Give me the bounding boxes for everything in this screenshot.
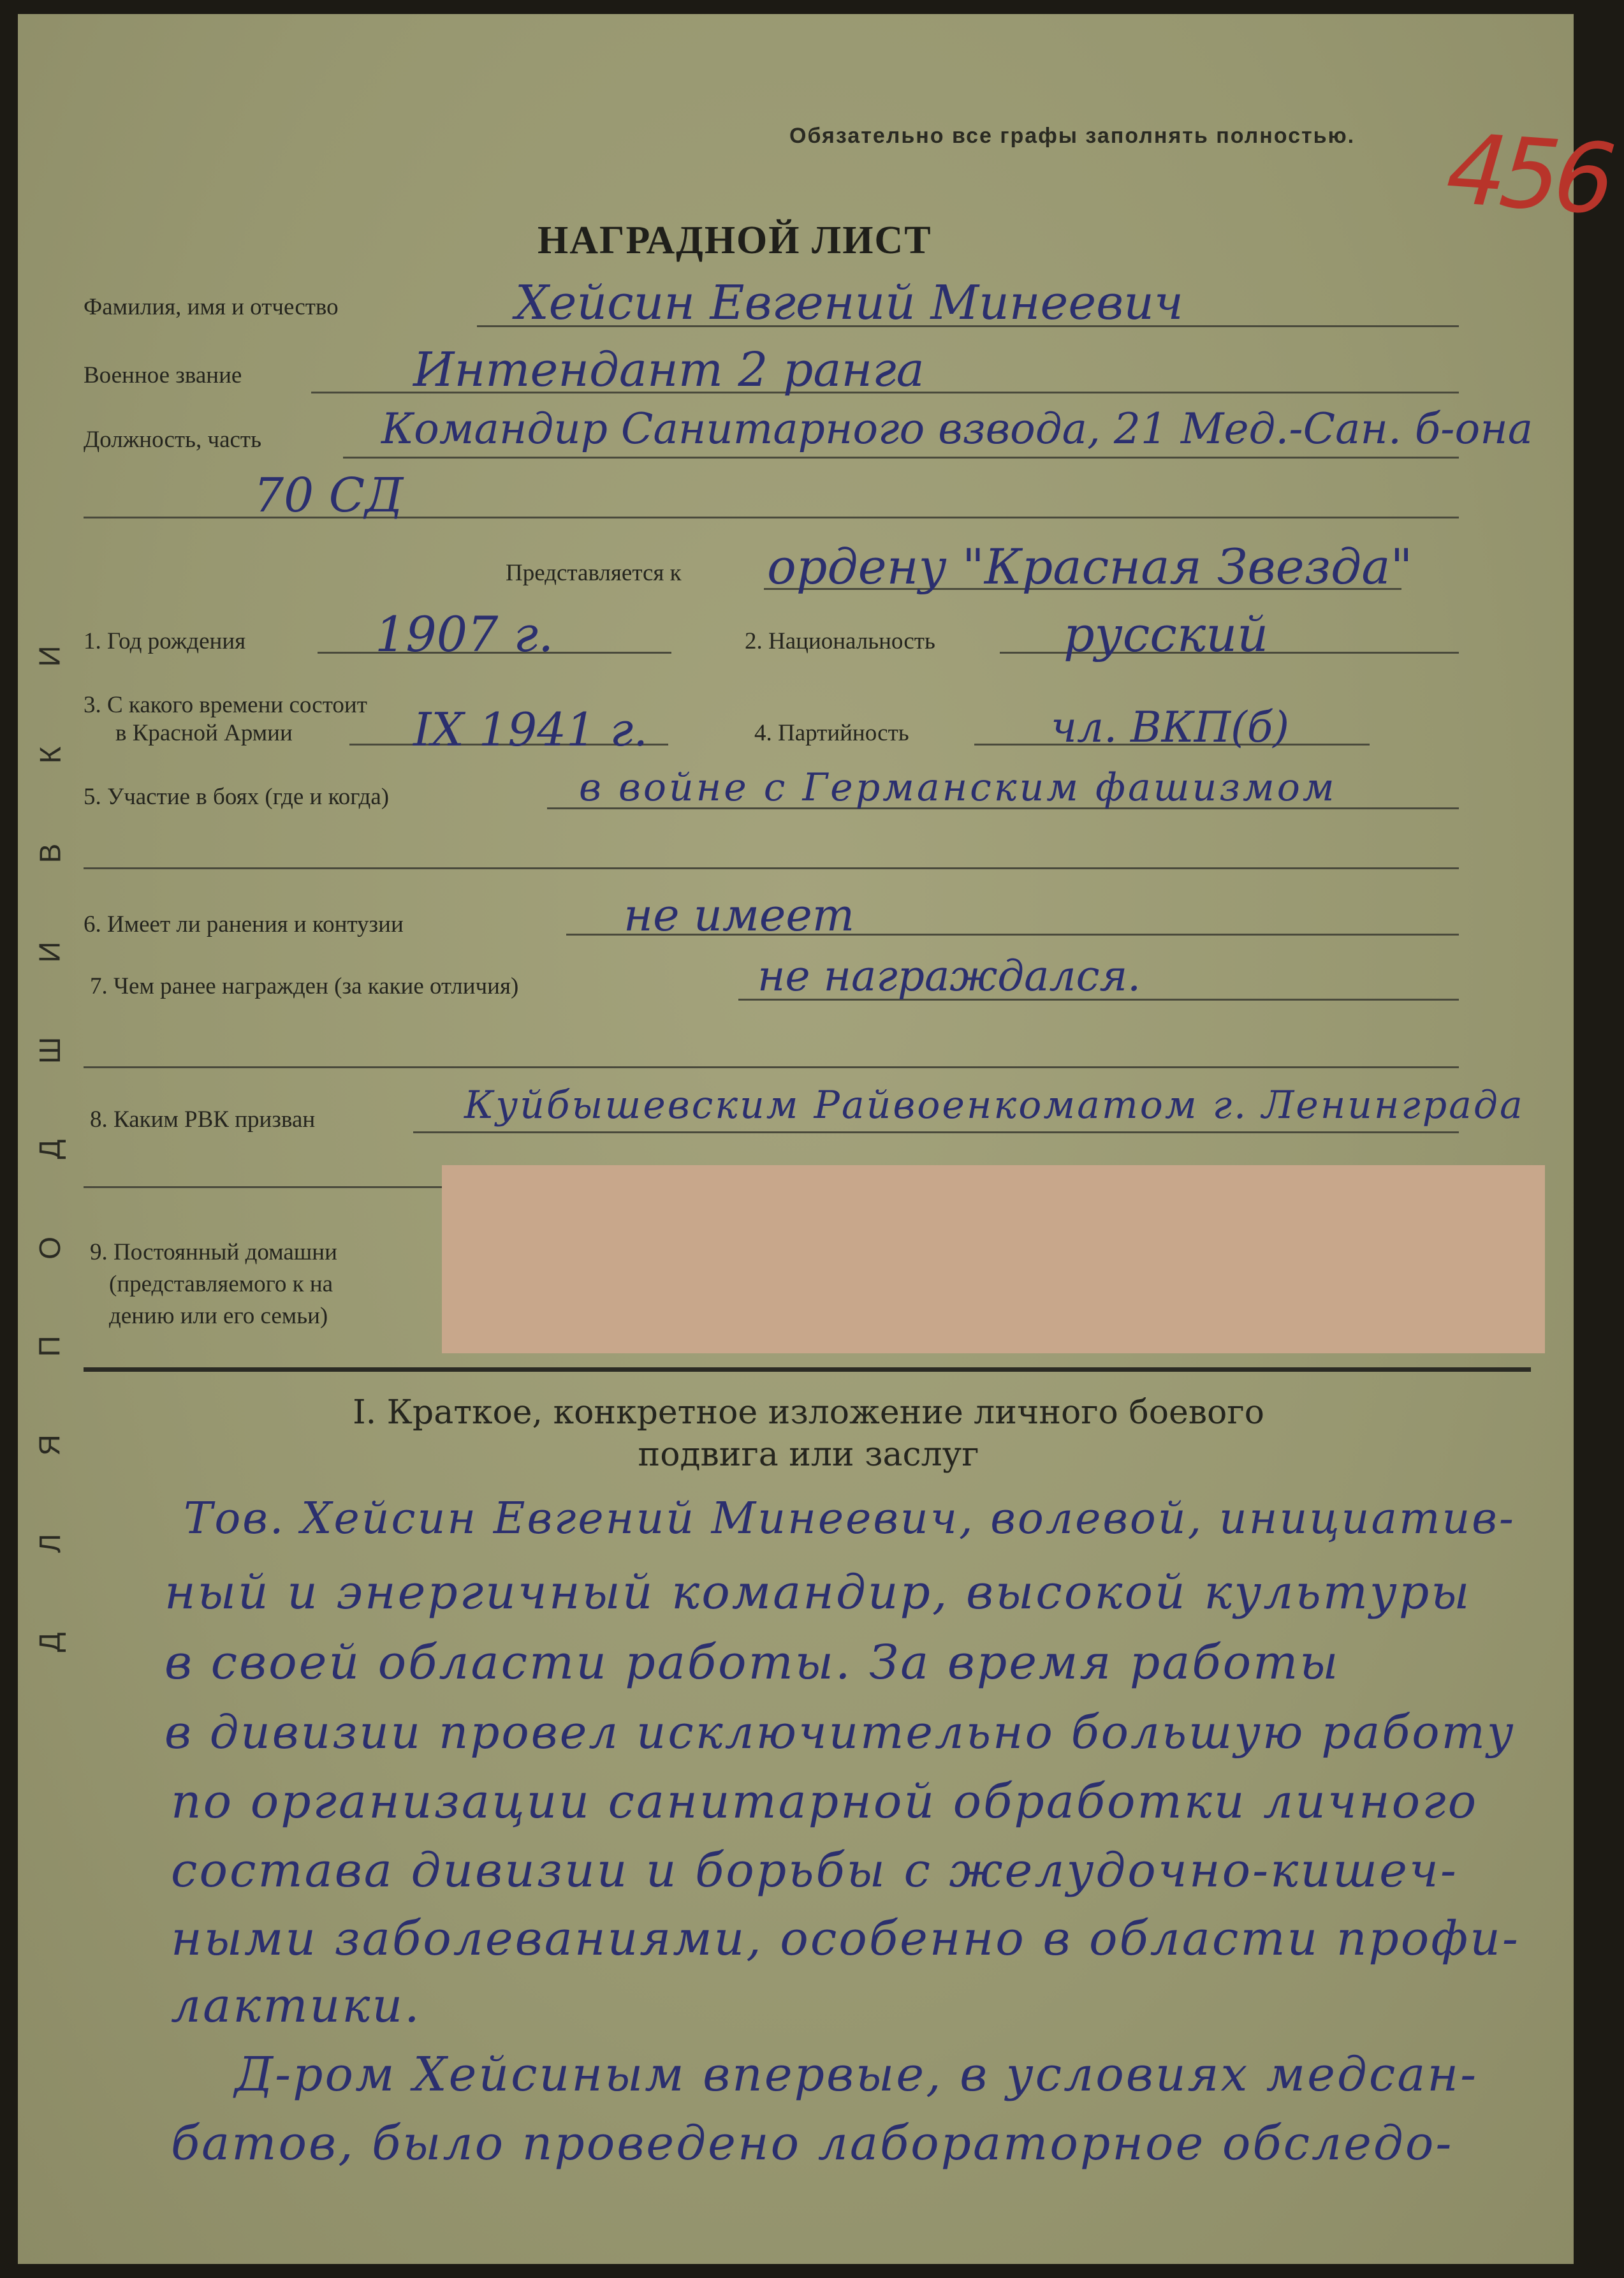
awards-underline-2 <box>84 1066 1459 1068</box>
rank-value: Интендант 2 ранга <box>413 342 925 397</box>
redaction-block <box>442 1165 1545 1353</box>
battles-value: в войне с Германским фашизмом <box>579 765 1337 810</box>
birth-year-label: 1. Год рождения <box>84 628 246 654</box>
binding-margin-label <box>31 639 69 1659</box>
rvk-underline <box>413 1131 1459 1133</box>
margin-letter: Я <box>33 1434 66 1456</box>
document-title: НАГРАДНОЙ ЛИСТ <box>538 219 932 262</box>
narrative-line: батов, было проведено лабораторное обследо- <box>171 2116 1454 2171</box>
nominated-value: ордену "Красная Звезда" <box>767 538 1413 595</box>
margin-letter: П <box>33 1335 66 1357</box>
narrative-line: Д-ром Хейсиным впервые, в условиях медсан- <box>235 2047 1479 2102</box>
battles-label: 5. Участие в боях (где и когда) <box>84 784 390 810</box>
position-underline <box>343 457 1459 459</box>
fio-label: Фамилия, имя и отчество <box>84 294 339 320</box>
position-value: Командир Санитарного взвода, 21 Мед.-Сан. б-она <box>381 404 1533 453</box>
fio-value: Хейсин Евгений Минеевич <box>515 276 1183 330</box>
narrative-line: Тов. Хейсин Евгений Минеевич, волевой, инициатив- <box>184 1494 1516 1544</box>
party-value: чл. ВКП(б) <box>1051 703 1289 752</box>
section-title <box>235 1392 1382 1476</box>
narrative-line: состава дивизии и борьбы с желудочно-кишеч- <box>171 1843 1458 1898</box>
margin-letter: О <box>33 1236 66 1260</box>
margin-letter: И <box>33 645 66 667</box>
party-label: 4. Партийность <box>754 720 909 746</box>
awards-label: 7. Чем ранее награжден (за какие отличия) <box>90 973 519 999</box>
rvk-underline-2 <box>84 1186 453 1188</box>
margin-letter: К <box>33 746 66 763</box>
narrative-line: лактики. <box>171 1978 421 2033</box>
section-title-line-1: I. Краткое, конкретное изложение личного боевого <box>353 1393 1264 1432</box>
rvk-label: 8. Каким РВК призван <box>90 1106 316 1133</box>
wounds-label: 6. Имеет ли ранения и контузии <box>84 911 404 937</box>
section-divider <box>84 1367 1531 1372</box>
narrative-line: по организации санитарной обработки личного <box>171 1774 1479 1829</box>
narrative-line: в своей области работы. За время работы <box>165 1635 1340 1690</box>
army-since-label: 3. С какого времени состоит <box>84 692 367 718</box>
wounds-value: не имеет <box>624 889 855 941</box>
rank-label: Военное звание <box>84 362 242 388</box>
narrative-line: в дивизии провел исключительно большую работу <box>165 1705 1516 1759</box>
position-label: Должность, часть <box>84 427 261 453</box>
margin-letter: И <box>33 941 66 963</box>
army-since-value: IX 1941 г. <box>413 703 648 756</box>
battles-underline-2 <box>84 867 1459 869</box>
birth-year-value: 1907 г. <box>375 606 554 663</box>
margin-letter: В <box>33 843 66 863</box>
nationality-value: русский <box>1064 606 1269 663</box>
position-value-2: 70 СД <box>254 468 404 523</box>
rvk-value: Куйбышевским Райвоенкоматом г. Ленинграда <box>464 1083 1525 1128</box>
fill-instruction-note: Обязательно все графы заполнять полностью. <box>789 124 1356 148</box>
margin-letter: Д <box>33 1139 66 1159</box>
army-since-label-2: в Красной Армии <box>115 720 293 746</box>
narrative-line: ный и энергичный командир, высокой культуры <box>165 1565 1472 1620</box>
nominated-label: Представляется к <box>506 560 682 586</box>
archive-number: 456 <box>1431 114 1624 236</box>
address-label-3: дению или его семьи) <box>109 1303 328 1329</box>
awards-value: не награждался. <box>757 952 1141 1001</box>
address-label-2: (представляемого к на <box>109 1271 333 1297</box>
narrative-line: ными заболеваниями, особенно в области профи- <box>171 1911 1520 1966</box>
section-title-line-2: подвига или заслуг <box>638 1436 979 1474</box>
award-sheet <box>18 14 1624 2264</box>
margin-letter: Л <box>33 1534 66 1554</box>
margin-letter: Ш <box>33 1037 66 1064</box>
margin-letter: Д <box>33 1632 66 1652</box>
address-label: 9. Постоянный домашни <box>90 1239 337 1265</box>
nationality-label: 2. Национальность <box>745 628 935 654</box>
